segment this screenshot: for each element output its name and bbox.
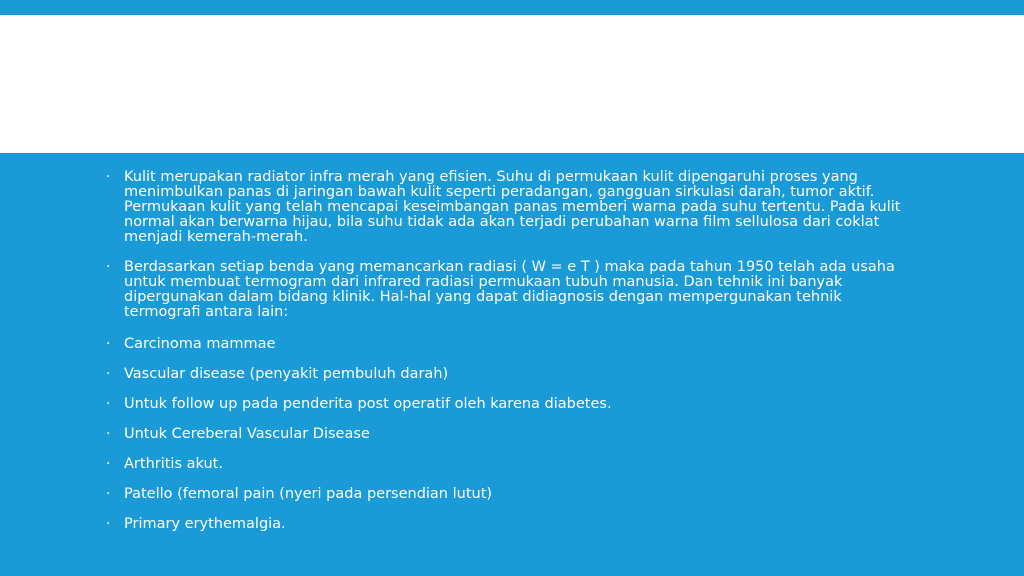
bullet-icon: · <box>106 456 111 472</box>
bullet-icon: · <box>106 486 111 502</box>
bullet-icon: · <box>106 516 111 532</box>
list-item-text: Kulit merupakan radiator infra merah yang efisien. Suhu di permukaan kulit dipengaruhi proses yang menimbulkan panas di jaringan bawah kulit seperti peradangan, gangguan sirkulasi darah, tumor aktif. Permukaan kulit yang telah mencapai keseimbangan panas memberi warna pada suhu tertentu. Pada kulit normal akan berwarna hijau, bila suhu tidak ada akan terjadi perubahan warna film sellulosa dari coklat menjadi kemerah-merah. <box>124 169 901 245</box>
list-item-text: Untuk Cereberal Vascular Disease <box>124 426 370 442</box>
list-item-text: Untuk follow up pada penderita post operatif oleh karena diabetes. <box>124 396 612 412</box>
list-item-text: Patello (femoral pain (nyeri pada persendian lutut) <box>124 486 493 502</box>
list-item-text: Carcinoma mammae <box>124 336 276 352</box>
list-item <box>106 365 906 383</box>
list-item-text: Vascular disease (penyakit pembuluh darah) <box>124 366 449 382</box>
bullet-icon: · <box>106 169 111 185</box>
bullet-icon: · <box>106 259 111 275</box>
title-area <box>0 15 1024 153</box>
list-item <box>106 170 906 245</box>
bullet-list <box>106 170 906 545</box>
list-item <box>106 335 906 353</box>
list-item <box>106 485 906 503</box>
list-item-text: Arthritis akut. <box>124 456 223 472</box>
list-item <box>106 515 906 533</box>
list-item-text: Primary erythemalgia. <box>124 516 286 532</box>
bullet-icon: · <box>106 366 111 382</box>
list-item <box>106 260 906 320</box>
list-item-text: Berdasarkan setiap benda yang memancarkan radiasi ( W = e T ) maka pada tahun 1950 telah ada usaha untuk membuat termogram dari infrared radiasi permukaan tubuh manusia. Dan tehnik ini banyak dipergunakan dalam bidang klinik. Hal-hal yang dapat didiagnosis dengan mempergunakan tehnik termografi antara lain: <box>124 259 895 320</box>
bullet-icon: · <box>106 426 111 442</box>
list-item <box>106 455 906 473</box>
list-item <box>106 425 906 443</box>
list-item <box>106 395 906 413</box>
bullet-icon: · <box>106 396 111 412</box>
bullet-icon: · <box>106 336 111 352</box>
